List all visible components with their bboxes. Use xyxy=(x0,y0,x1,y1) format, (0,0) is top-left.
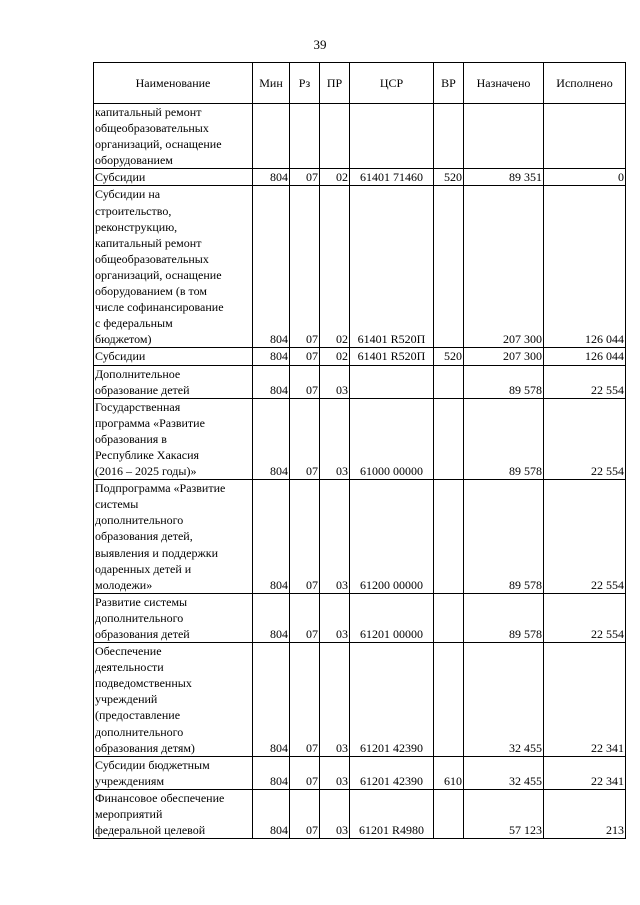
cell-min: 804 xyxy=(253,186,290,348)
cell-assigned: 207 300 xyxy=(464,186,544,348)
cell-csr: 61201 42390 xyxy=(350,756,434,789)
cell-vr xyxy=(434,789,464,838)
cell-rz: 07 xyxy=(290,348,320,365)
cell-assigned: 89 578 xyxy=(464,480,544,594)
cell-min: 804 xyxy=(253,365,290,398)
header-csr: ЦСР xyxy=(350,63,434,104)
cell-executed: 22 554 xyxy=(544,593,626,642)
budget-table xyxy=(93,62,626,839)
cell-assigned: 89 351 xyxy=(464,169,544,186)
table-row xyxy=(94,169,626,186)
cell-assigned: 89 578 xyxy=(464,365,544,398)
table-row xyxy=(94,365,626,398)
cell-executed: 213 xyxy=(544,789,626,838)
cell-csr: 61401 R520П xyxy=(350,348,434,365)
table-row xyxy=(94,756,626,789)
cell-name: капитальный ремонт общеобразовательных организаций, оснащение оборудованием xyxy=(94,104,253,169)
cell-pr: 03 xyxy=(320,593,350,642)
cell-executed: 126 044 xyxy=(544,348,626,365)
cell-vr xyxy=(434,186,464,348)
cell-rz: 07 xyxy=(290,756,320,789)
cell-rz: 07 xyxy=(290,643,320,757)
header-assigned: Назначено xyxy=(464,63,544,104)
cell-pr xyxy=(320,104,350,169)
table-row xyxy=(94,186,626,348)
cell-min: 804 xyxy=(253,593,290,642)
table-row xyxy=(94,789,626,838)
table-row xyxy=(94,643,626,757)
cell-rz: 07 xyxy=(290,398,320,479)
cell-min: 804 xyxy=(253,398,290,479)
cell-executed: 22 341 xyxy=(544,756,626,789)
cell-vr xyxy=(434,398,464,479)
table-row xyxy=(94,593,626,642)
cell-csr: 61401 71460 xyxy=(350,169,434,186)
cell-vr: 520 xyxy=(434,169,464,186)
cell-executed: 126 044 xyxy=(544,186,626,348)
cell-csr: 61401 R520П xyxy=(350,186,434,348)
cell-name: Финансовое обеспечение мероприятий федеральной целевой xyxy=(94,789,253,838)
cell-pr: 02 xyxy=(320,186,350,348)
cell-executed: 22 341 xyxy=(544,643,626,757)
cell-vr xyxy=(434,365,464,398)
page-number: 39 xyxy=(313,37,327,52)
cell-name: Государственная программа «Развитие образования в Республике Хакасия (2016 – 2025 годы)» xyxy=(94,398,253,479)
cell-rz: 07 xyxy=(290,169,320,186)
cell-assigned: 89 578 xyxy=(464,398,544,479)
cell-vr xyxy=(434,480,464,594)
cell-assigned: 89 578 xyxy=(464,593,544,642)
table-header-row xyxy=(94,63,626,104)
table-row xyxy=(94,480,626,594)
cell-csr: 61000 00000 xyxy=(350,398,434,479)
cell-name: Развитие системы дополнительного образования детей xyxy=(94,593,253,642)
cell-assigned: 32 455 xyxy=(464,756,544,789)
cell-name: Субсидии на строительство, реконструкцию, капитальный ремонт общеобразовательных организаций, оснащение оборудованием (в том числе софинансирование с федеральным бюджетом) xyxy=(94,186,253,348)
cell-vr xyxy=(434,643,464,757)
cell-pr: 02 xyxy=(320,348,350,365)
cell-name: Подпрограмма «Развитие системы дополнительного образования детей, выявления и поддержки одаренных детей и молодежи» xyxy=(94,480,253,594)
cell-executed: 22 554 xyxy=(544,480,626,594)
cell-min: 804 xyxy=(253,756,290,789)
cell-assigned: 32 455 xyxy=(464,643,544,757)
header-vr: ВР xyxy=(434,63,464,104)
cell-csr xyxy=(350,365,434,398)
header-name: Наименование xyxy=(94,63,253,104)
cell-rz: 07 xyxy=(290,480,320,594)
cell-rz: 07 xyxy=(290,365,320,398)
cell-pr: 03 xyxy=(320,365,350,398)
cell-name: Субсидии бюджетным учреждениям xyxy=(94,756,253,789)
cell-min xyxy=(253,104,290,169)
cell-executed: 22 554 xyxy=(544,365,626,398)
cell-pr: 03 xyxy=(320,480,350,594)
cell-vr xyxy=(434,104,464,169)
header-min: Мин xyxy=(253,63,290,104)
cell-min: 804 xyxy=(253,789,290,838)
cell-rz: 07 xyxy=(290,789,320,838)
header-pr: ПР xyxy=(320,63,350,104)
cell-vr xyxy=(434,593,464,642)
cell-rz: 07 xyxy=(290,593,320,642)
cell-min: 804 xyxy=(253,169,290,186)
cell-assigned xyxy=(464,104,544,169)
cell-rz: 07 xyxy=(290,186,320,348)
cell-pr: 03 xyxy=(320,643,350,757)
cell-executed xyxy=(544,104,626,169)
cell-assigned: 57 123 xyxy=(464,789,544,838)
cell-pr: 02 xyxy=(320,169,350,186)
cell-min: 804 xyxy=(253,348,290,365)
cell-csr: 61201 00000 xyxy=(350,593,434,642)
table-row xyxy=(94,398,626,479)
cell-min: 804 xyxy=(253,643,290,757)
header-executed: Исполнено xyxy=(544,63,626,104)
cell-vr: 610 xyxy=(434,756,464,789)
cell-name: Субсидии xyxy=(94,169,253,186)
cell-pr: 03 xyxy=(320,756,350,789)
cell-csr: 61201 R4980 xyxy=(350,789,434,838)
cell-rz xyxy=(290,104,320,169)
cell-executed: 22 554 xyxy=(544,398,626,479)
cell-assigned: 207 300 xyxy=(464,348,544,365)
cell-pr: 03 xyxy=(320,789,350,838)
cell-pr: 03 xyxy=(320,398,350,479)
cell-name: Обеспечение деятельности подведомственных учреждений (предоставление дополнительного образования детям) xyxy=(94,643,253,757)
cell-csr: 61200 00000 xyxy=(350,480,434,594)
cell-csr: 61201 42390 xyxy=(350,643,434,757)
cell-csr xyxy=(350,104,434,169)
table-row xyxy=(94,104,626,169)
cell-name: Дополнительное образование детей xyxy=(94,365,253,398)
cell-vr: 520 xyxy=(434,348,464,365)
cell-executed: 0 xyxy=(544,169,626,186)
cell-name: Субсидии xyxy=(94,348,253,365)
cell-min: 804 xyxy=(253,480,290,594)
header-rz: Рз xyxy=(290,63,320,104)
table-row xyxy=(94,348,626,365)
